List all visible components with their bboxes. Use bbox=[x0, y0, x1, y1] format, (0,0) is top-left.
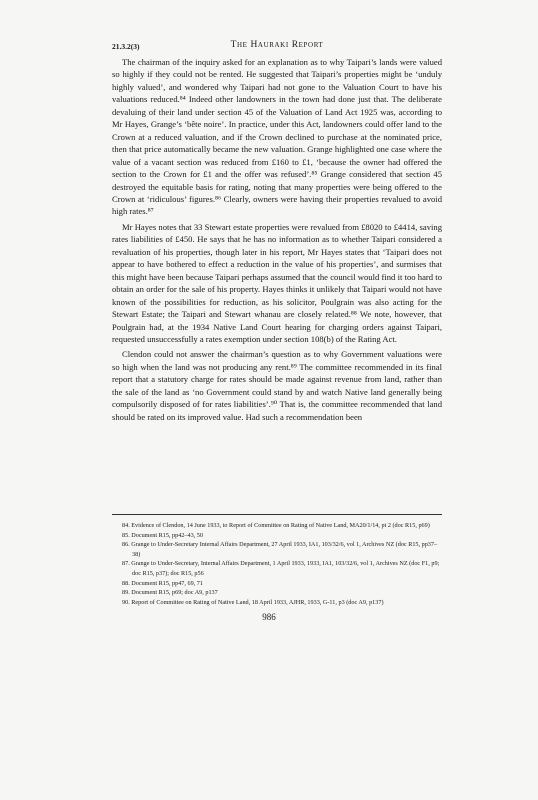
paragraph: The chairman of the inquiry asked for an explanation as to why Taipari’s lands were valued so highly if they could not be rented. He suggested that Taipari’s properties might be ‘unduly highly valued’, and wondered why Taipari had not gone to the Valuation Court to have his valuations reduced.⁸⁴ Indeed other landowners in the town had done just that. The deliberate devaluing of their land under section 45 of the Valuation of Land Act 1925 was, according to Mr Hayes, Grange’s ‘bête noire’. In practice, under this Act, landowners could offer land to the Crown at a reduced valuation, and if the Crown declined to purchase at the nominated price, then that price automatically became the new valuation. Grange highlighted one case where the value of a vacant section was reduced from £160 to £1, ‘because the owner had offered the section to the Crown for £1 and the offer was refused’.⁸⁵ Grange considered that section 45 destroyed the equitable basis for rating, noting that many properties were being offered to the Crown at ‘ridiculous’ figures.⁸⁶ Clearly, owners were having their properties revalued to avoid high rates.⁸⁷ bbox=[112, 57, 442, 217]
section-number: 21.3.2(3) bbox=[112, 42, 140, 51]
page-number: 986 bbox=[262, 612, 276, 622]
footnote: 84. Evidence of Clendon, 14 June 1933, to Report of Committee on Rating of Native Land, MA20/1/14, pt 2 (doc R15, p69) bbox=[122, 522, 430, 529]
footnote: 88. Document R15, pp47, 69, 71 bbox=[122, 579, 203, 587]
paragraph: Clendon could not answer the chairman’s question as to why Government valuations were so high when the land was not producing any rent.⁸⁹ The committee recommended in its final report that a statutory charge for rates should be made against revenue from land, rather than the sale of the land as ‘no Government could stand by and watch Native land generally being compulsorily disposed of for rates liabilities’.⁹⁰ That is, the committee recommended that land should be rated on its improved value. Had such a recommendation been bbox=[112, 349, 442, 422]
running-title: The Hauraki Report bbox=[230, 40, 324, 50]
footnote: 85. Document R15, pp42–43, 50 bbox=[122, 531, 203, 539]
footnotes bbox=[112, 521, 442, 607]
footnote: 90. Report of Committee on Rating of Native Land, 18 April 1933, AJHR, 1933, G-11, p3 (doc A9, p137) bbox=[122, 598, 384, 606]
footnote: 89. Document R15, p69; doc A9, p137 bbox=[122, 589, 218, 597]
page-header bbox=[112, 40, 442, 54]
footnote-divider bbox=[112, 514, 442, 515]
paragraph: Mr Hayes notes that 33 Stewart estate properties were revalued from £8020 to £4414, saving rates liabilities of £450. He says that he has no information as to whether Taipari considered a revaluation of his properties, though later in his report, Mr Hayes states that ‘Taipari does not appear to have bothered to effect a reduction in the value of his properties’, and surmises that this might have been because Taipari perhaps assumed that the council would find it too hard to obtain an order for the sale of his property. Hayes thinks it unlikely that Taipari would not have known of the possibilities for reduction, as his solicitor, Poulgrain was also acting for the Stewart Estate; the Taipari and Stewart whanau are closely related.⁸⁸ We note, however, that Poulgrain had, at the 1934 Native Land Court hearing for charging orders against Taipari, requested unsuccessfully a rates exemption under section 108(b) of the Rating Act. bbox=[112, 221, 442, 344]
body-text bbox=[112, 56, 442, 426]
footnote: 87. Grange to Under-Secretary, Internal Affairs Department, 1 April 1933, 1933, IA1, 103/32/6, vol 1, Archives NZ (doc F1, p9; doc R15, p37); doc R15, p56 bbox=[122, 560, 440, 577]
footnote: 86. Grange to Under-Secretary Internal Affairs Department, 27 April 1933, IA1, 103/32/6, vol 1, Archives NZ (doc R15, pp37–38) bbox=[122, 541, 438, 558]
